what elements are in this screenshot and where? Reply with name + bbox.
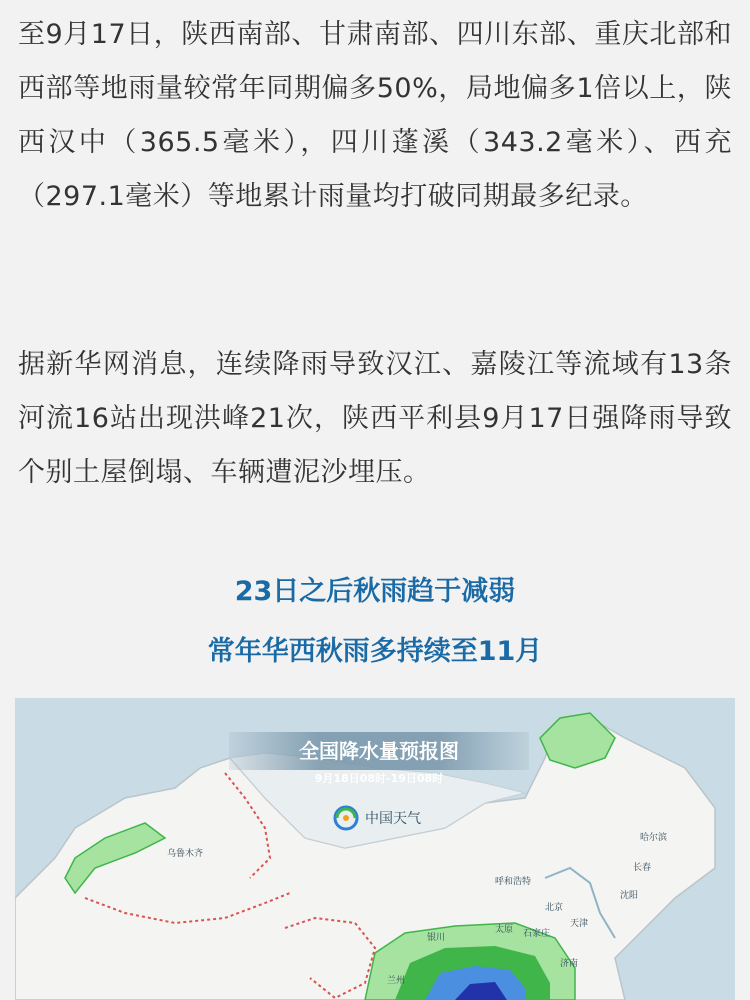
brand-label: 中国天气 — [365, 811, 421, 827]
city-label: 天津 — [570, 919, 589, 929]
article-paragraph-2: 据新华网消息，连续降雨导致汉江、嘉陵江等流域有13条河流16站出现洪峰21次，陕西平利县9月17日强降雨导致个别土屋倒塌、车辆遭泥沙埋压。 — [18, 349, 732, 488]
city-label: 银川 — [427, 933, 446, 943]
city-label: 沈阳 — [620, 891, 639, 901]
map-title: 全国降水量预报图 — [229, 732, 529, 770]
city-label: 北京 — [545, 903, 564, 913]
city-label: 太原 — [495, 925, 514, 935]
city-label: 哈尔滨 — [640, 833, 668, 843]
section-heading-line-2: 常年华西秋雨多持续至11月 — [207, 636, 543, 667]
city-label: 济南 — [560, 959, 579, 969]
city-label: 呼和浩特 — [495, 877, 532, 887]
article-paragraph-1: 至9月17日，陕西南部、甘肃南部、四川东部、重庆北部和西部等地雨量较常年同期偏多50%，局地偏多1倍以上，陕西汉中（365.5毫米），四川蓬溪（343.2毫米）、西充（297.1毫米）等地累计雨量均打破同期最多纪录。 — [18, 19, 732, 212]
map-date-range: 9月18日08时-19日08时 — [314, 772, 444, 785]
city-label: 长春 — [633, 863, 652, 873]
precipitation-forecast-map[interactable] — [15, 698, 735, 1000]
china-weather-brand — [333, 804, 421, 832]
city-label: 兰州 — [387, 976, 406, 986]
china-weather-logo-icon — [333, 805, 359, 831]
city-label: 石家庄 — [523, 929, 551, 939]
city-label: 乌鲁木齐 — [167, 849, 204, 859]
section-heading-line-1: 23日之后秋雨趋于减弱 — [234, 576, 516, 607]
